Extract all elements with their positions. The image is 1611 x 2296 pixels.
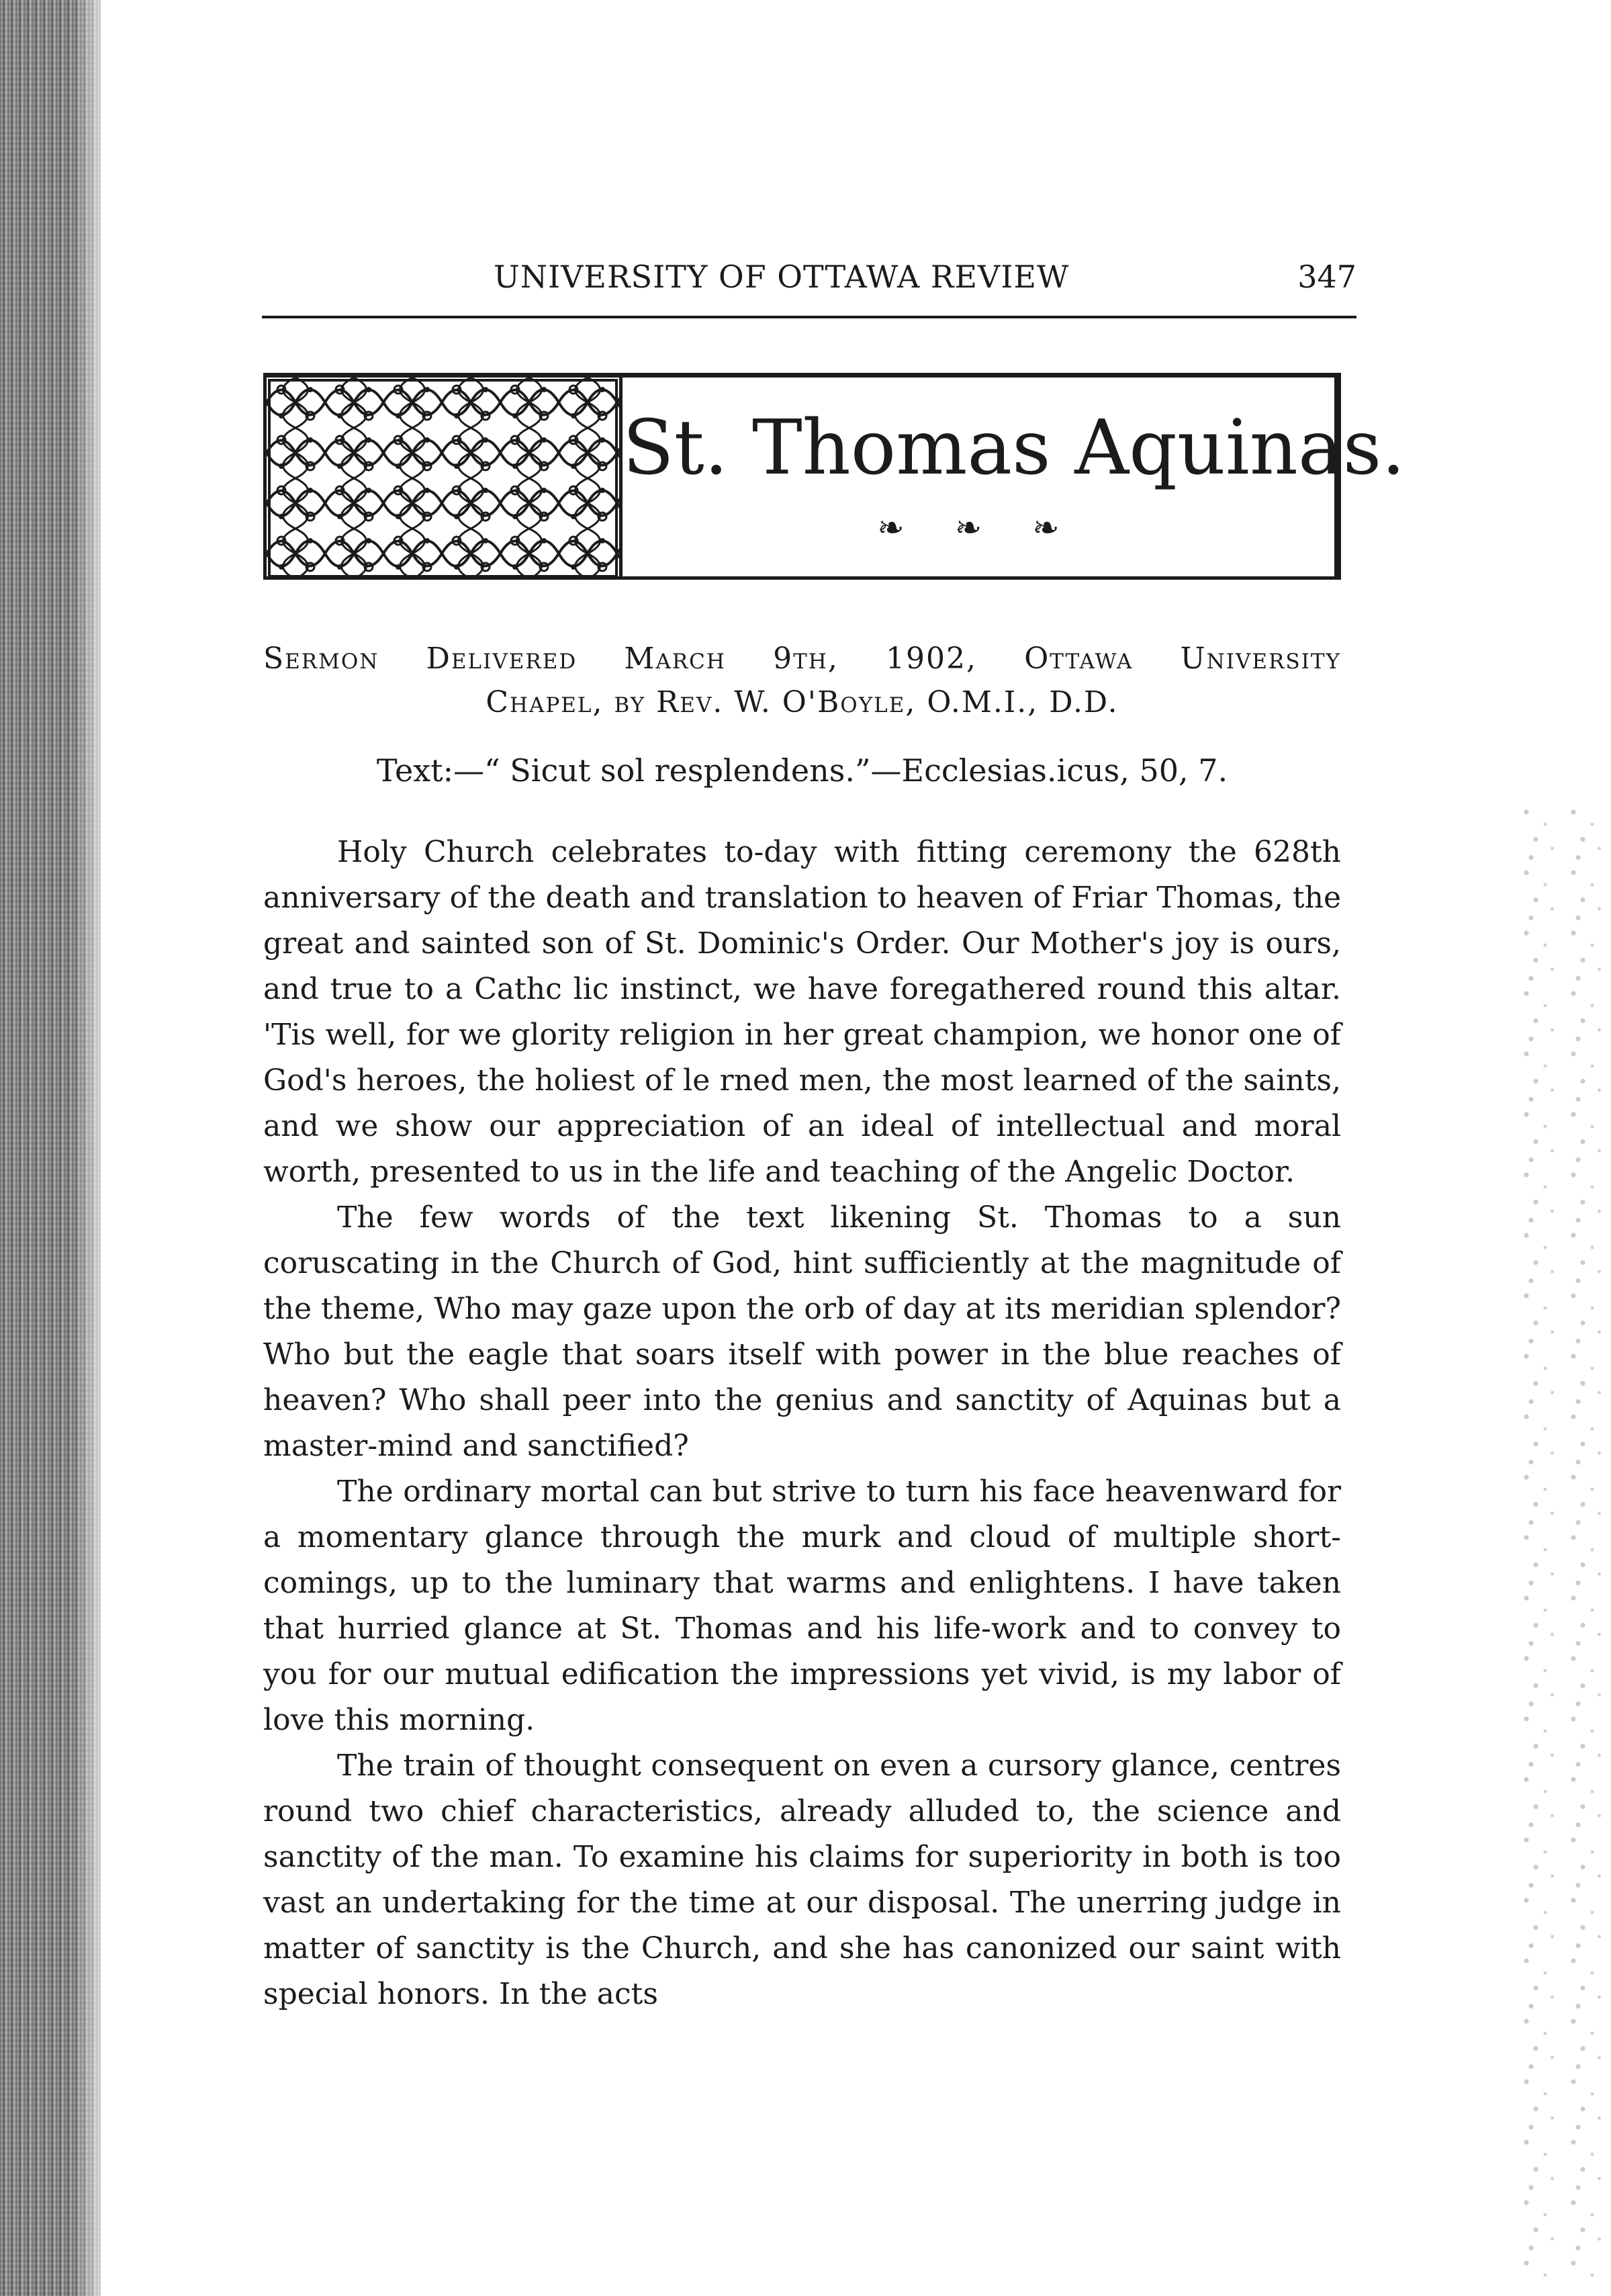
header-rule	[262, 316, 1356, 318]
ornament-panel	[267, 378, 623, 576]
paragraph: The ordinary mortal can but strive to turn his face heavenward for a momentary glance through the murk and cloud of multiple short-comings, up to the luminary that warms and enlightens. I have taken that hurried glance at St. Thomas and his life-work and to convey to you for our mutual edification the impressions yet vivid, is my labor of love this morning.	[263, 1474, 1341, 1737]
sermon-body	[263, 830, 1341, 2017]
fleuron-ornaments: ❧ ❧ ❧	[877, 509, 1080, 547]
paragraph: The few words of the text likening St. Thomas to a sun coruscating in the Church of God, hint sufficiently at the magnitude of the theme, Who may gaze upon the orb of day at its meridian splendor? Who but the eagle that soars itself with power in the blue reaches of heaven? Who shall peer into the genius and sanctity of Aquinas but a master-mind and sanctified?	[263, 1200, 1341, 1463]
running-header	[262, 259, 1356, 312]
celtic-knot-ornament	[267, 378, 619, 576]
article-title: St. Thomas Aquinas.	[623, 404, 1406, 492]
paragraph: Holy Church celebrates to-day with fitting ceremony the 628th anniversary of the death and translation to heaven of Friar Thomas, the great and sainted son of St. Dominic's Order. Our Mother's joy is ours, and true to a Cathc lic instinct, we have foregathered round this altar. 'Tis well, for we glority religion in her great champion, we honor one of God's heroes, the holiest of le rned men, the most learned of the saints, and we show our appreciation of an ideal of intellectual and moral worth, presented to us in the life and teaching of the Angelic Doctor.	[263, 835, 1341, 1189]
title-box	[263, 373, 1406, 580]
sermon-subtitle-line1: Sermon Delivered March 9th, 1902, Ottawa University	[263, 642, 1341, 676]
journal-title: UNIVERSITY OF OTTAWA REVIEW	[494, 259, 1070, 295]
sermon-subtitle-line2: Chapel, by Rev. W. O'Boyle, O.M.I., D.D.	[486, 685, 1119, 719]
paragraph: The train of thought consequent on even a cursory glance, centres round two chief characteristics, already alluded to, the science and sanctity of the man. To examine his claims for superiority in both is too vast an undertaking for the time at our disposal. The unerring judge in matter of sanctity is the Church, and she has canonized our saint with special honors. In the acts	[263, 1749, 1341, 2011]
scripture-text-line: Text:—“ Sicut sol resplendens.”—Ecclesias.icus, 50, 7.	[376, 752, 1228, 789]
scan-speckle	[1517, 806, 1611, 2284]
page-number: 347	[1297, 259, 1356, 295]
binding-shadow	[74, 0, 114, 2296]
